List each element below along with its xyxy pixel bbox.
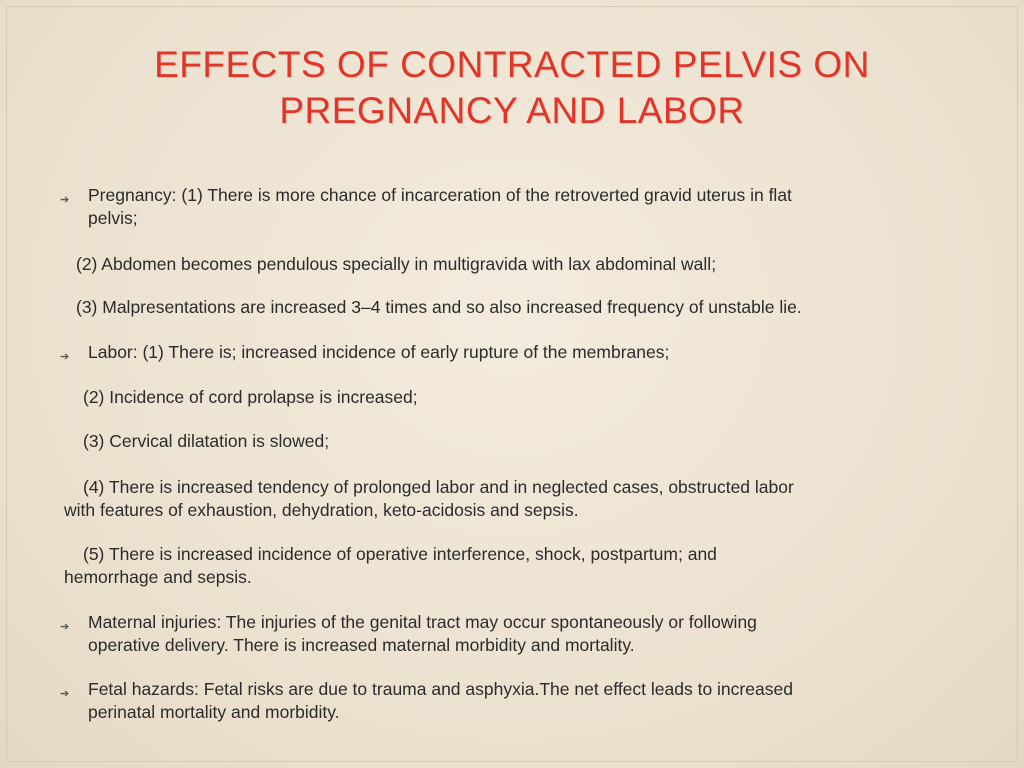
arrow-bullet-icon: ➔ <box>60 688 70 700</box>
labor-item-5-line-1: (5) There is increased incidence of operative interference, shock, postpartum; and <box>83 544 717 564</box>
labor-item-3: (3) Cervical dilatation is slowed; <box>83 431 330 451</box>
fetal-line-1: Fetal hazards: Fetal risks are due to trauma and asphyxia.The net effect leads to increased <box>88 679 793 699</box>
maternal-line-1: Maternal injuries: The injuries of the genital tract may occur spontaneously or following <box>88 612 757 632</box>
arrow-bullet-icon: ➔ <box>60 621 70 633</box>
slide-title <box>0 42 1024 134</box>
labor-line-1: Labor: (1) There is; increased incidence of early rupture of the membranes; <box>88 342 670 362</box>
pregnancy-line-1: Pregnancy: (1) There is more chance of incarceration of the retroverted gravid uterus in flat <box>88 185 792 205</box>
pregnancy-item-2: (2) Abdomen becomes pendulous specially in multigravida with lax abdominal wall; <box>76 254 717 274</box>
arrow-bullet-icon: ➔ <box>60 194 70 206</box>
labor-item-5-line-2: hemorrhage and sepsis. <box>64 567 252 587</box>
title-line-1: EFFECTS OF CONTRACTED PELVIS ON <box>154 44 870 85</box>
maternal-line-2: operative delivery. There is increased maternal morbidity and mortality. <box>88 635 635 655</box>
pregnancy-item-3: (3) Malpresentations are increased 3–4 times and so also increased frequency of unstable lie. <box>76 297 802 317</box>
labor-item-4-line-2: with features of exhaustion, dehydration, keto-acidosis and sepsis. <box>64 500 579 520</box>
fetal-line-2: perinatal mortality and morbidity. <box>88 702 340 722</box>
pregnancy-line-2: pelvis; <box>88 208 138 228</box>
title-line-2: PREGNANCY AND LABOR <box>279 90 745 131</box>
labor-item-2: (2) Incidence of cord prolapse is increased; <box>83 387 418 407</box>
arrow-bullet-icon: ➔ <box>60 351 70 363</box>
labor-item-4-line-1: (4) There is increased tendency of prolonged labor and in neglected cases, obstructed labor <box>83 477 794 497</box>
